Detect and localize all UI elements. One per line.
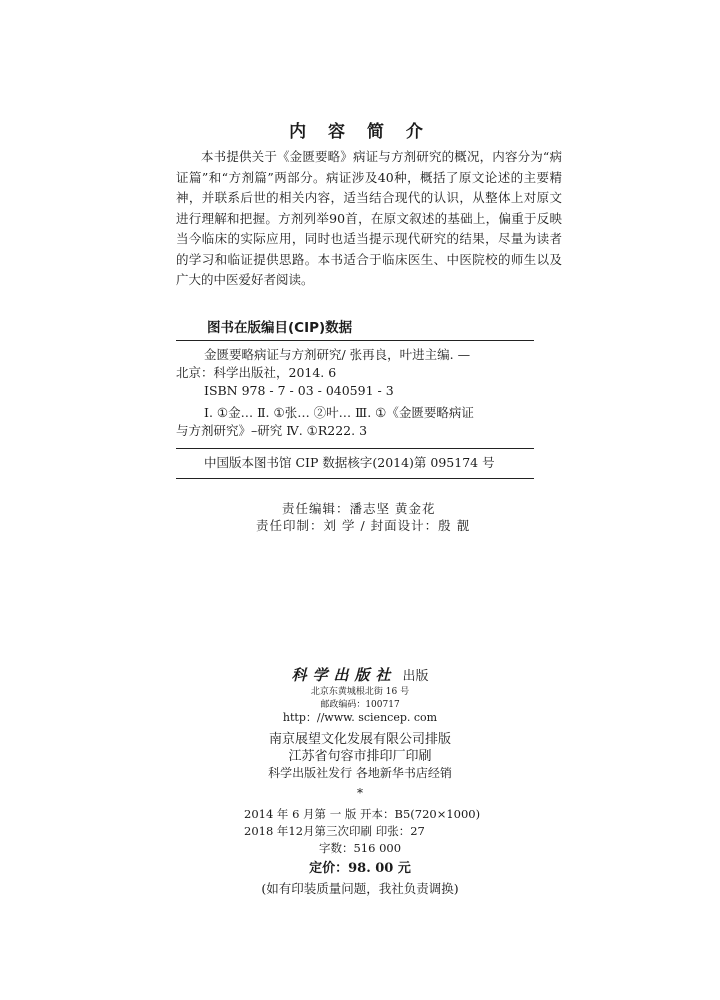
cip-line-4: Ⅰ. ①金… Ⅱ. ①张… ②叶… Ⅲ. ①《金匮要略病证: [204, 405, 474, 420]
printer: 江苏省句容市排印厂印刷: [288, 749, 432, 764]
cip-top-rule: [176, 340, 534, 341]
summary-title: 内 容 简 介: [289, 122, 431, 142]
price: 定价：98. 00 元: [309, 861, 411, 876]
word-count: 字数：516 000: [318, 841, 402, 855]
publisher-line: [0, 664, 720, 685]
summary-paragraph: 本书提供关于《金匮要略》病证与方剂研究的概况，内容分为“病证篇”和“方剂篇”两部分。病证涉及40种，概括了原文论述的主要精神，并联系后世的相关内容，适当结合现代的认识，从整体上对原文进行理解和把握。方剂列举90首，在原文叙述的基础上，偏重于反映当今临床的实际应用，同时也适当提示现代研究的结果，尽量为读者的学习和临证提供思路。本书适合于临床医生、中医院校的师生以及广大的中医爱好者阅读。: [176, 149, 562, 287]
publisher-postcode: 邮政编码：100717: [320, 700, 400, 710]
edition-info: 2014 年 6 月第 一 版 开本：B5(720×1000): [244, 807, 481, 821]
cip-classification: [176, 404, 534, 440]
separator-star: *: [357, 786, 363, 800]
cip-line-5: 与方剂研究》–研究 Ⅳ. ①R222. 3: [176, 423, 368, 438]
cip-number: 中国版本图书馆 CIP 数据核字(2014)第 095174 号: [204, 455, 495, 470]
cip-line-1: 金匮要略病证与方剂研究/ 张再良，叶进主编. —: [204, 347, 471, 362]
cip-line-2: 北京：科学出版社，2014. 6: [176, 365, 337, 380]
cip-isbn: ISBN 978 - 7 - 03 - 040591 - 3: [204, 383, 394, 398]
cip-number-block: [176, 454, 534, 472]
publisher-url: http：//www. sciencep. com: [282, 711, 438, 724]
publisher-address: 北京东黄城根北街 16 号: [310, 687, 410, 697]
printing-info: 2018 年12月第三次印刷 印张：27: [244, 824, 425, 838]
quality-notice: (如有印装质量问题，我社负责调换): [261, 881, 459, 896]
publisher-suffix: 出版: [402, 669, 429, 684]
summary-body: [176, 147, 562, 291]
responsible-editor: 责任编辑：潘志坚 黄金花: [282, 501, 436, 516]
distributor: 科学出版社发行 各地新华书店经销: [268, 766, 452, 780]
cip-heading: 图书在版编目(CIP)数据: [207, 320, 353, 336]
typesetter: 南京展望文化发展有限公司排版: [268, 732, 451, 747]
publisher-logo: 科学出版社: [291, 666, 397, 684]
print-and-cover-credit: 责任印制：刘 学 / 封面设计：殷 靓: [256, 518, 471, 533]
cip-bottom-rule: [176, 478, 534, 479]
cip-middle-rule: [176, 448, 534, 449]
cip-record: [176, 346, 534, 400]
